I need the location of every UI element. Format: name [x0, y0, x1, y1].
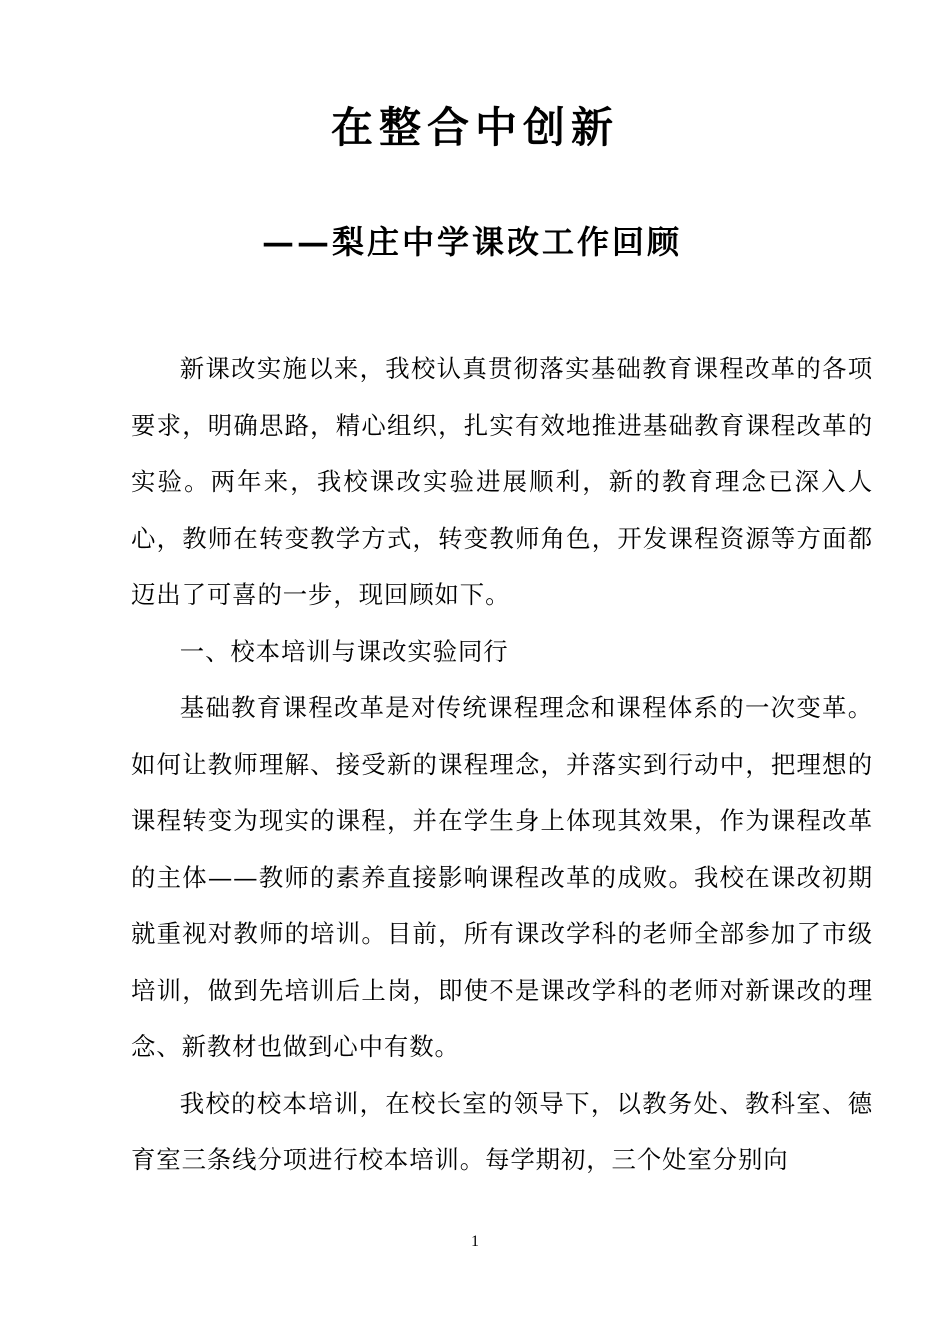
document-body: [131, 341, 873, 1189]
section-heading: 一、校本培训与课改实验同行: [179, 636, 509, 666]
paragraph-training: 我校的校本培训，在校长室的领导下，以教务处、教科室、德育室三条线分项进行校本培训。每学期初，三个处室分别向: [131, 1088, 873, 1174]
paragraph-reform: 基础教育课程改革是对传统课程理念和课程体系的一次变革。如何让教师理解、接受新的课程理念，并落实到行动中，把理想的课程转变为现实的课程，并在学生身上体现其效果，作为课程改革的主体——教师的素养直接影响课程改革的成败。我校在课改初期就重视对教师的培训。目前，所有课改学科的老师全部参加了市级培训，做到先培训后上岗，即使不是课改学科的老师对新课改的理念、新教材也做到心中有数。: [131, 693, 873, 1061]
paragraph-intro: 新课改实施以来，我校认真贯彻落实基础教育课程改革的各项要求，明确思路，精心组织，扎实有效地推进基础教育课程改革的实验。两年来，我校课改实验进展顺利，新的教育理念已深入人心，教师在转变教学方式，转变教师角色，开发课程资源等方面都迈出了可喜的一步，现回顾如下。: [131, 354, 873, 609]
document-title: 在整合中创新: [330, 103, 619, 152]
document-subtitle: ——梨庄中学课改工作回顾: [262, 223, 683, 261]
page-number: 1: [471, 1233, 479, 1250]
